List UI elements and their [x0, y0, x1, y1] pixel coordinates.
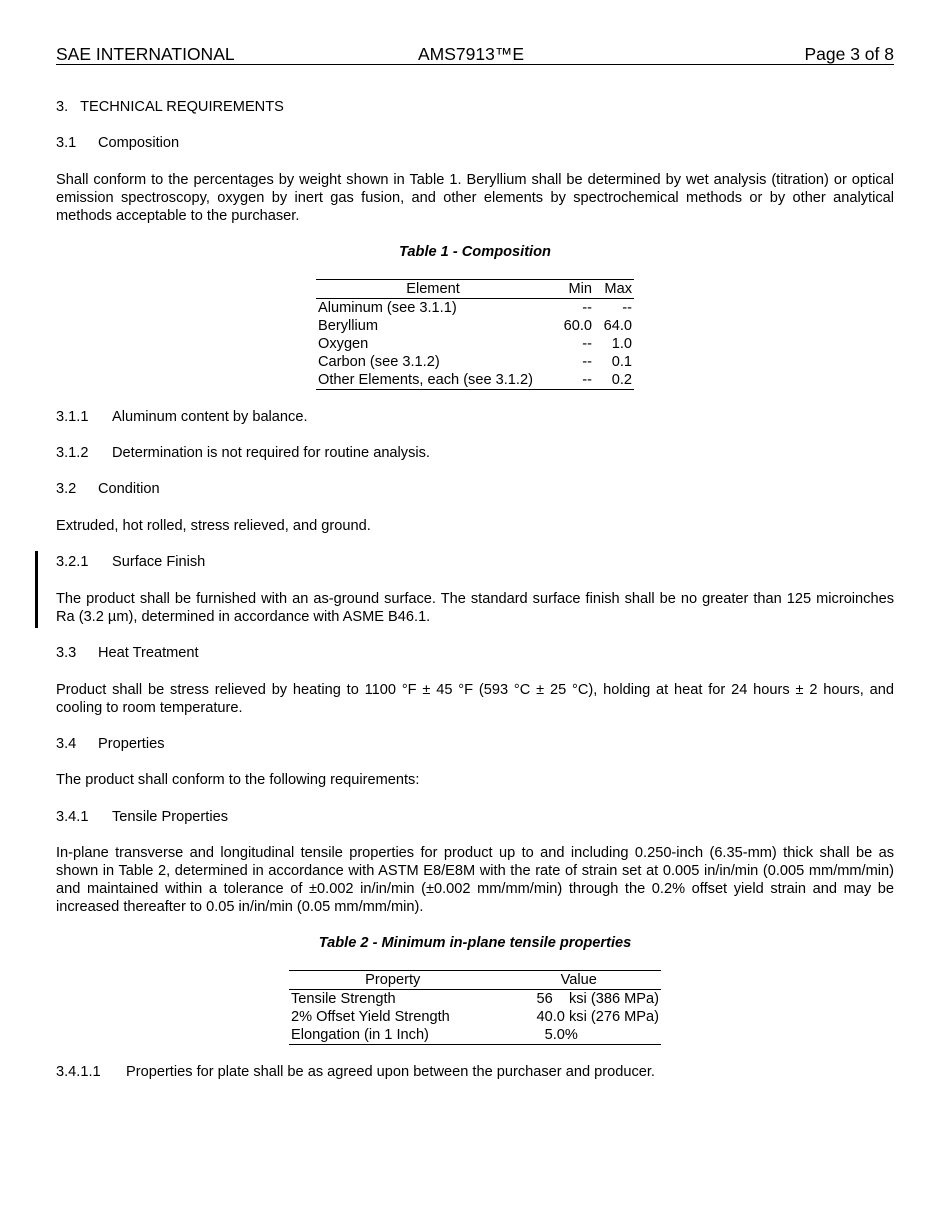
- table-row: 2% Offset Yield Strength 40.0 ksi (276 MPa): [291, 1009, 659, 1025]
- table-row: Aluminum (see 3.1.1) -- --: [318, 300, 632, 316]
- section-3-1-1: 3.1.1 Aluminum content by balance.: [56, 409, 308, 425]
- header-document-id: AMS7913™E: [418, 44, 525, 64]
- table2-caption: Table 2 - Minimum in-plane tensile properties: [318, 935, 632, 951]
- section-text-3-3: Product shall be stress relieved by heating to 1100 °F ± 45 °F (593 °C ± 25 °C), holding at heat for 24 hours ± 2 hours, and cooling to room temperature.: [56, 682, 894, 716]
- composition-table: [316, 279, 634, 390]
- section-text-3-2-1: The product shall be furnished with an as-ground surface. The standard surface finish shall be no greater than 125 microinches Ra (3.2 µm), determined in accordance with ASME B46.1.: [56, 591, 894, 625]
- table2-header-property: Property: [289, 971, 497, 990]
- section-3-4-1-1: 3.4.1.1 Properties for plate shall be as agreed upon between the purchaser and producer.: [56, 1064, 655, 1080]
- table1-header-max: Max: [594, 280, 634, 299]
- section-heading-3: 3. TECHNICAL REQUIREMENTS: [56, 99, 284, 115]
- table1-header-element: Element: [316, 280, 550, 299]
- section-text-3-4-1: In-plane transverse and longitudinal tensile properties for product up to and including 0.250-inch (6.35-mm) thick shall be as shown in Table 2, determined in accordance with ASTM E8/E8M with the rate of strain set at 0.005 in/in/min (0.005 mm/mm/min) and maintained within a tolerance of ±0.002 in/in/min (±0.002 mm/mm/min) through the 0.2% offset yield strain and may be increased thereafter to 0.05 in/in/min (0.05 mm/mm/min).: [56, 845, 894, 915]
- table-row: Tensile Strength 56 ksi (386 MPa): [291, 991, 659, 1007]
- section-text-3-4: The product shall conform to the following requirements:: [56, 772, 420, 788]
- header-page-number: Page 3 of 8: [804, 44, 894, 64]
- header-organization: SAE INTERNATIONAL: [56, 44, 235, 64]
- table-row: Oxygen -- 1.0: [318, 336, 632, 352]
- section-heading-3-4: 3.4 Properties: [56, 736, 165, 752]
- table1-header-min: Min: [550, 280, 594, 299]
- section-heading-3-4-1: 3.4.1 Tensile Properties: [56, 809, 228, 825]
- page-header: [56, 44, 894, 65]
- section-text-3-1: Shall conform to the percentages by weight shown in Table 1. Beryllium shall be determined by wet analysis (titration) or optical emission spectroscopy, oxygen by inert gas fusion, and other elements by spectrochemical methods or by other analytical methods acceptable to the purchaser.: [56, 172, 894, 224]
- section-heading-3-1: 3.1 Composition: [56, 135, 180, 151]
- table-row: Beryllium 60.0 64.0: [318, 318, 632, 334]
- section-heading-3-3: 3.3 Heat Treatment: [56, 645, 199, 661]
- table1-caption: Table 1 - Composition: [399, 244, 551, 260]
- section-heading-3-2: 3.2 Condition: [56, 481, 160, 497]
- tensile-properties-table: [289, 970, 661, 1045]
- table-row: Other Elements, each (see 3.1.2) -- 0.2: [318, 372, 632, 388]
- revision-change-bar: [35, 551, 38, 628]
- section-3-1-2: 3.1.2 Determination is not required for routine analysis.: [56, 445, 430, 461]
- section-heading-3-2-1: 3.2.1 Surface Finish: [56, 554, 206, 570]
- table-row: Elongation (in 1 Inch) 5.0%: [289, 1026, 661, 1045]
- section-text-3-2: Extruded, hot rolled, stress relieved, and ground.: [56, 518, 371, 534]
- table2-header-value: Value: [497, 971, 661, 990]
- table-row: Carbon (see 3.1.2) -- 0.1: [318, 354, 632, 370]
